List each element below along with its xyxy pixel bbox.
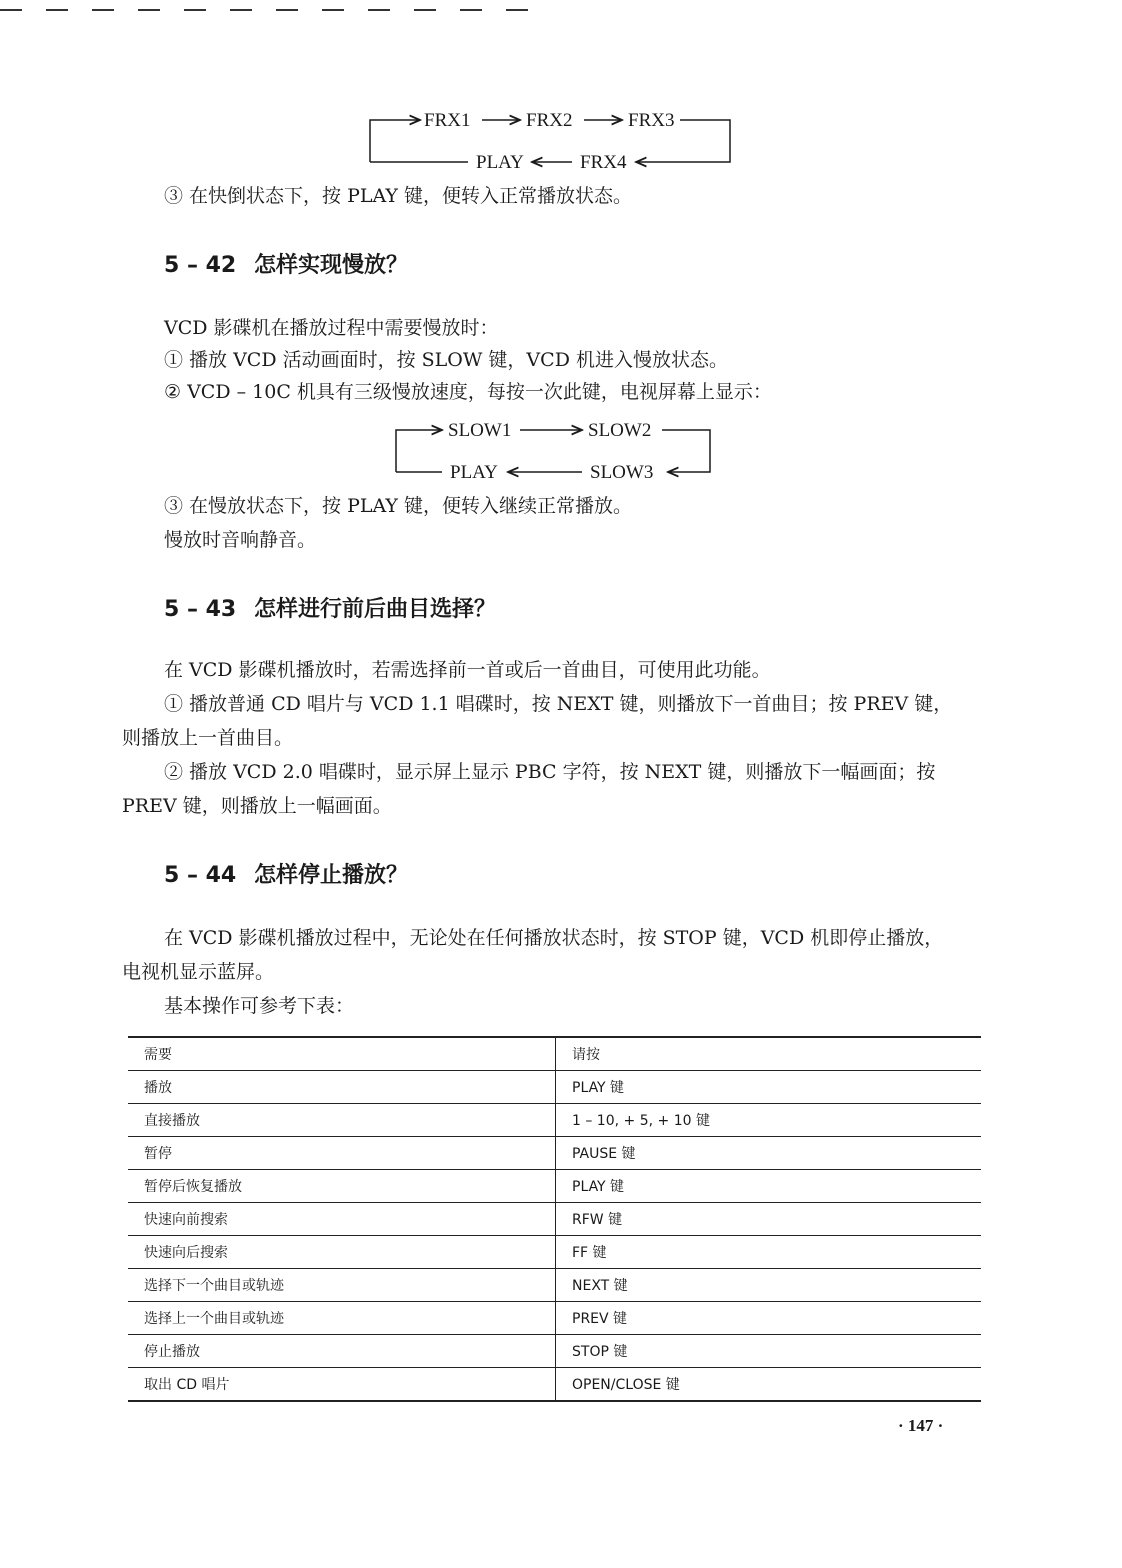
slow2-label: SLOW2 xyxy=(588,420,652,441)
table-row xyxy=(128,1170,981,1203)
paragraph: PREV 键，则播放上一幅画面。 xyxy=(122,795,392,817)
paragraph: ① 播放 VCD 活动画面时，按 SLOW 键，VCD 机进入慢放状态。 xyxy=(164,349,728,371)
table-cell-key: 1 – 10, + 5, + 10 键 xyxy=(556,1104,982,1137)
table-cell-need: 停止播放 xyxy=(128,1335,556,1368)
page-number: · 147 · xyxy=(898,1416,944,1435)
table-row xyxy=(128,1137,981,1170)
table-header-row xyxy=(128,1037,981,1071)
paragraph: ③ 在慢放状态下，按 PLAY 键，便转入继续正常播放。 xyxy=(164,495,633,517)
paragraph: 慢放时音响静音。 xyxy=(164,529,317,551)
paragraph: ② VCD – 10C 机具有三级慢放速度，每按一次此键，电视屏幕上显示： xyxy=(164,381,772,403)
table-cell-key: RFW 键 xyxy=(556,1203,982,1236)
table-cell-key: PLAY 键 xyxy=(556,1071,982,1104)
table-row xyxy=(128,1335,981,1368)
slow1-label: SLOW1 xyxy=(448,420,512,441)
table-cell-need: 快速向后搜索 xyxy=(128,1236,556,1269)
table-cell-key: PREV 键 xyxy=(556,1302,982,1335)
frx2-label: FRX2 xyxy=(526,110,573,131)
header-cell-press: 请按 xyxy=(556,1037,982,1071)
table-cell-need: 直接播放 xyxy=(128,1104,556,1137)
table-row xyxy=(128,1269,981,1302)
section-title: 怎样停止播放？ xyxy=(254,863,409,888)
table-cell-key: PLAY 键 xyxy=(556,1170,982,1203)
frx1-label: FRX1 xyxy=(424,110,471,131)
paragraph: VCD 影碟机在播放过程中需要慢放时： xyxy=(164,317,499,339)
table-cell-need: 播放 xyxy=(128,1071,556,1104)
table-row xyxy=(128,1203,981,1236)
section-number: 5 – 43 xyxy=(164,597,237,622)
section-heading-5-42 xyxy=(164,248,408,279)
paragraph: 则播放上一首曲目。 xyxy=(122,727,294,749)
paragraph: ① 播放普通 CD 唱片与 VCD 1.1 唱碟时，按 NEXT 键，则播放下一首曲目；按 PREV 键， xyxy=(164,693,953,715)
table-cell-need: 选择上一个曲目或轨迹 xyxy=(128,1302,556,1335)
table-cell-need: 暂停 xyxy=(128,1137,556,1170)
paragraph: 电视机显示蓝屏。 xyxy=(122,961,275,983)
table-cell-key: PAUSE 键 xyxy=(556,1137,982,1170)
table-row xyxy=(128,1236,981,1269)
frx3-label: FRX3 xyxy=(628,110,675,131)
top-dashed-border xyxy=(0,0,1122,20)
operation-table xyxy=(128,1036,981,1402)
paragraph: 基本操作可参考下表： xyxy=(164,995,355,1017)
table-row xyxy=(128,1302,981,1335)
header-cell-need: 需要 xyxy=(128,1037,556,1071)
table-cell-need: 快速向前搜索 xyxy=(128,1203,556,1236)
play-label: PLAY xyxy=(476,152,524,173)
table-cell-need: 选择下一个曲目或轨迹 xyxy=(128,1269,556,1302)
slow3-label: SLOW3 xyxy=(590,462,654,483)
frx-flow-diagram xyxy=(360,104,740,174)
table-cell-key: FF 键 xyxy=(556,1236,982,1269)
paragraph: ② 播放 VCD 2.0 唱碟时，显示屏上显示 PBC 字符，按 NEXT 键，则播放下一幅画面；按 xyxy=(164,761,936,783)
rewind-step-3: ③ 在快倒状态下，按 PLAY 键，便转入正常播放状态。 xyxy=(164,185,633,207)
frx4-label: FRX4 xyxy=(580,152,627,173)
section-number: 5 – 42 xyxy=(164,253,237,278)
table-row xyxy=(128,1071,981,1104)
table-row xyxy=(128,1368,981,1402)
paragraph: 在 VCD 影碟机播放过程中，无论处在任何播放状态时，按 STOP 键，VCD 机即停止播放， xyxy=(164,927,944,949)
table-row xyxy=(128,1104,981,1137)
table-cell-key: OPEN/CLOSE 键 xyxy=(556,1368,982,1402)
section-heading-5-43 xyxy=(164,592,496,623)
play-label: PLAY xyxy=(450,462,498,483)
section-title: 怎样实现慢放？ xyxy=(254,253,409,278)
section-number: 5 – 44 xyxy=(164,863,237,888)
table-cell-need: 暂停后恢复播放 xyxy=(128,1170,556,1203)
section-heading-5-44 xyxy=(164,858,408,889)
slow-flow-diagram xyxy=(386,414,726,484)
paragraph: 在 VCD 影碟机播放时，若需选择前一首或后一首曲目，可使用此功能。 xyxy=(164,659,771,681)
table-cell-key: NEXT 键 xyxy=(556,1269,982,1302)
table-cell-key: STOP 键 xyxy=(556,1335,982,1368)
table-cell-need: 取出 CD 唱片 xyxy=(128,1368,556,1402)
section-title: 怎样进行前后曲目选择？ xyxy=(254,597,497,622)
